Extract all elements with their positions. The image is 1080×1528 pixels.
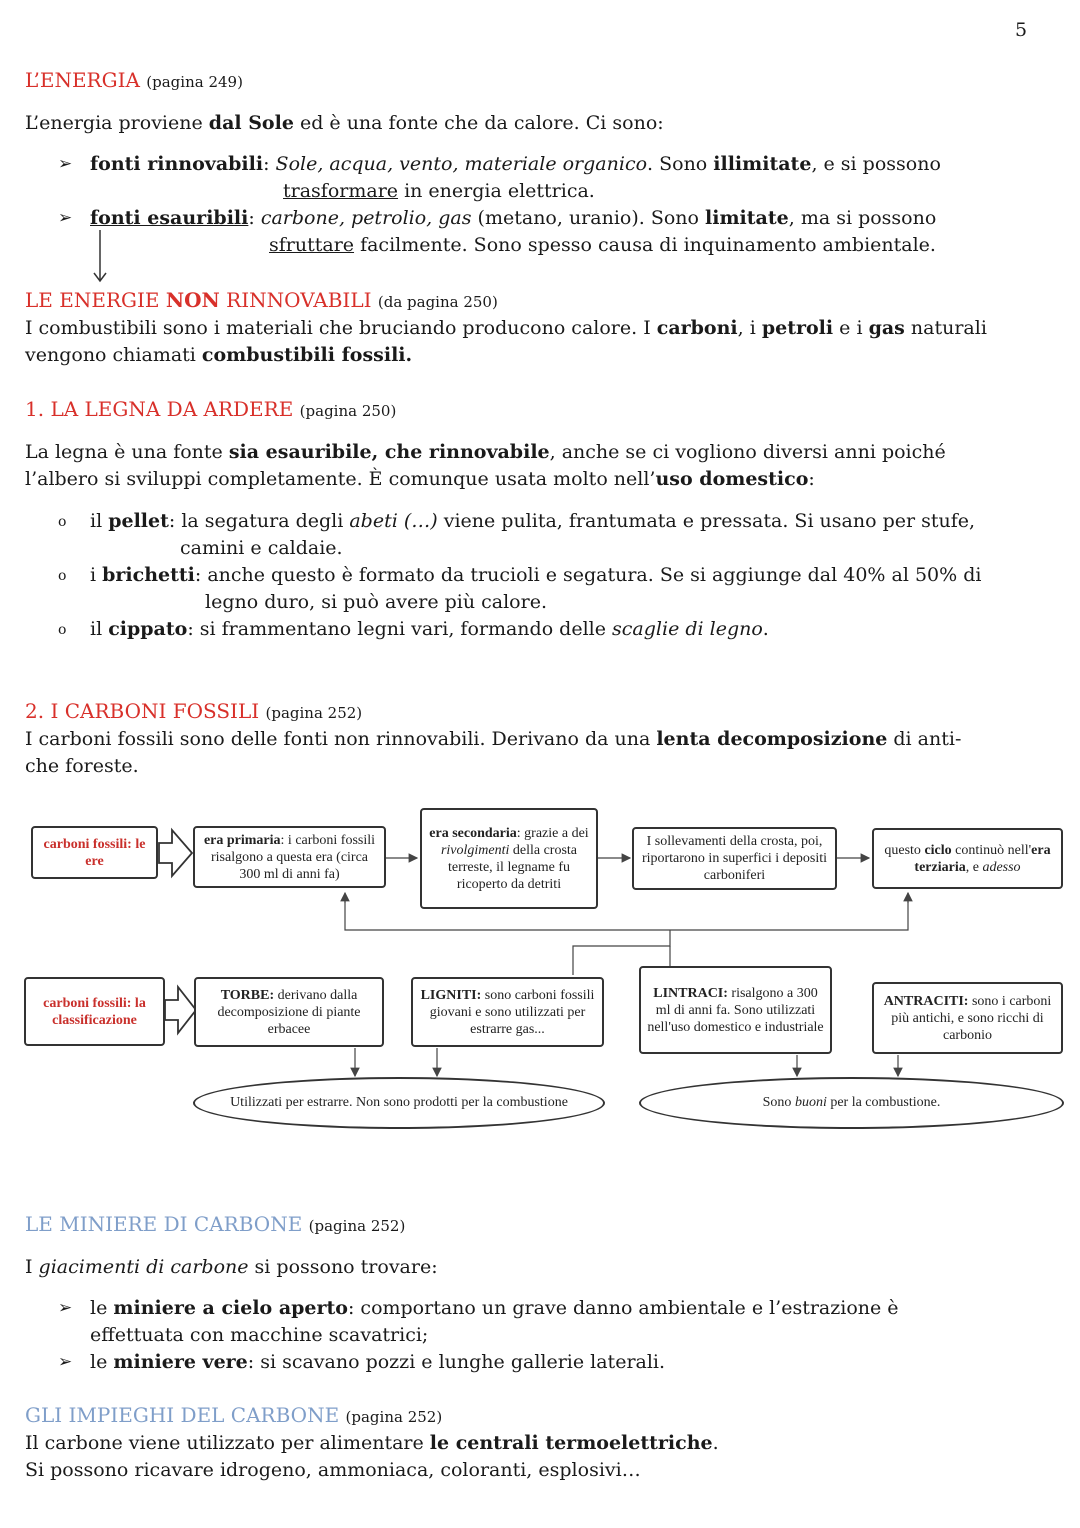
- miniere-cielo-line2: effettuata con macchine scavatrici;: [90, 1324, 429, 1346]
- miniere-cielo-line1: le miniere a cielo aperto: comportano un grave danno ambientale e l’estrazione è: [90, 1297, 899, 1319]
- arrow-bullet-icon: ➢: [58, 1352, 73, 1372]
- impieghi-line2: Si possono ricavare idrogeno, ammoniaca, coloranti, esplosivi…: [25, 1459, 641, 1481]
- pellet-line2: camini e caldaie.: [180, 537, 343, 559]
- box-era-terziaria: questo ciclo continuò nell'era terziaria, e adesso: [872, 828, 1063, 889]
- box-ere-label: carboni fossili: le ere: [31, 826, 158, 879]
- heading-impieghi: GLI IMPIEGHI DEL CARBONE (pagina 252): [25, 1403, 443, 1427]
- heading-energia: L’ENERGIA (pagina 249): [25, 68, 243, 92]
- brichetti-line1: i brichetti: anche questo è formato da trucioli e segatura. Se si aggiunge dal 40% al 50% di: [90, 564, 982, 586]
- energia-intro: L’energia proviene dal Sole ed è una fonte che da calore. Ci sono:: [25, 112, 664, 134]
- box-torbe: TORBE: derivano dalla decomposizione di piante erbacee: [194, 977, 384, 1047]
- carboni-line2: che foreste.: [25, 755, 139, 777]
- brichetti-line2: legno duro, si può avere più calore.: [205, 591, 547, 613]
- cippato-line: il cippato: si frammentano legni vari, formando delle scaglie di legno.: [90, 618, 769, 640]
- arrow-bullet-icon: ➢: [58, 1298, 73, 1318]
- heading-carboni-fossili: 2. I CARBONI FOSSILI (pagina 252): [25, 699, 363, 723]
- legna-line1: La legna è una fonte sia esauribile, che rinnovabile, anche se ci vogliono diversi anni poiché: [25, 441, 946, 463]
- arrow-bullet-icon: ➢: [58, 154, 73, 174]
- circle-bullet-icon: o: [58, 568, 67, 584]
- box-lintraci: LINTRACI: risalgono a 300 ml di anni fa. Sono utilizzati nell'uso domestico e industriale: [639, 966, 832, 1054]
- non-rinn-line1: I combustibili sono i materiali che bruciando producono calore. I carboni, i petroli e i gas naturali: [25, 317, 987, 339]
- heading-energie-non-rinnovabili: LE ENERGIE NON RINNOVABILI (da pagina 250): [25, 288, 498, 312]
- page-number: 5: [1015, 19, 1028, 41]
- legna-line2: l’albero si sviluppi completamente. È comunque usata molto nell’uso domestico:: [25, 468, 815, 490]
- box-era-primaria: era primaria: i carboni fossili risalgono a questa era (circa 300 ml di anni fa): [193, 826, 386, 888]
- box-sollevamenti: I sollevamenti della crosta, poi, riportarono in superfici i depositi carboniferi: [632, 827, 837, 890]
- circle-bullet-icon: o: [58, 622, 67, 638]
- heading-legna: 1. LA LEGNA DA ARDERE (pagina 250): [25, 397, 397, 421]
- miniere-vere-line: le miniere vere: si scavano pozzi e lunghe gallerie laterali.: [90, 1351, 666, 1373]
- arrow-bullet-icon: ➢: [58, 208, 73, 228]
- heading-miniere: LE MINIERE DI CARBONE (pagina 252): [25, 1212, 406, 1236]
- fonti-esauribili-line1: fonti esauribili: carbone, petrolio, gas (metano, uranio). Sono limitate, ma si possono: [90, 207, 937, 229]
- pellet-line1: il pellet: la segatura degli abeti (…) viene pulita, frantumata e pressata. Si usano per stufe,: [90, 510, 976, 532]
- fonti-rinnovabili-line2: trasformare in energia elettrica.: [283, 180, 595, 202]
- impieghi-line1: Il carbone viene utilizzato per alimentare le centrali termoelettriche.: [25, 1432, 719, 1454]
- oval-combustione: Sono buoni per la combustione.: [639, 1077, 1064, 1129]
- circle-bullet-icon: o: [58, 514, 67, 530]
- oval-non-combustione: Utilizzati per estrarre. Non sono prodotti per la combustione: [193, 1077, 605, 1129]
- non-rinn-line2: vengono chiamati combustibili fossili.: [25, 344, 413, 366]
- miniere-intro: I giacimenti di carbone si possono trovare:: [25, 1256, 438, 1278]
- carboni-line1: I carboni fossili sono delle fonti non rinnovabili. Derivano da una lenta decomposizione di anti-: [25, 728, 962, 750]
- box-era-secondaria: era secondaria: grazie a dei rivolgimenti della crosta terreste, il legname fu ricoperto da detriti: [420, 808, 598, 909]
- fonti-esauribili-line2: sfruttare facilmente. Sono spesso causa di inquinamento ambientale.: [269, 234, 936, 256]
- box-ligniti: LIGNITI: sono carboni fossili giovani e sono utilizzati per estrarre gas...: [411, 977, 604, 1047]
- box-antraciti: ANTRACITI: sono i carboni più antichi, e sono ricchi di carbonio: [872, 982, 1063, 1054]
- fonti-rinnovabili-line1: fonti rinnovabili: Sole, acqua, vento, materiale organico. Sono illimitate, e si possono: [90, 153, 941, 175]
- box-classificazione-label: carboni fossili: la classificazione: [24, 977, 165, 1046]
